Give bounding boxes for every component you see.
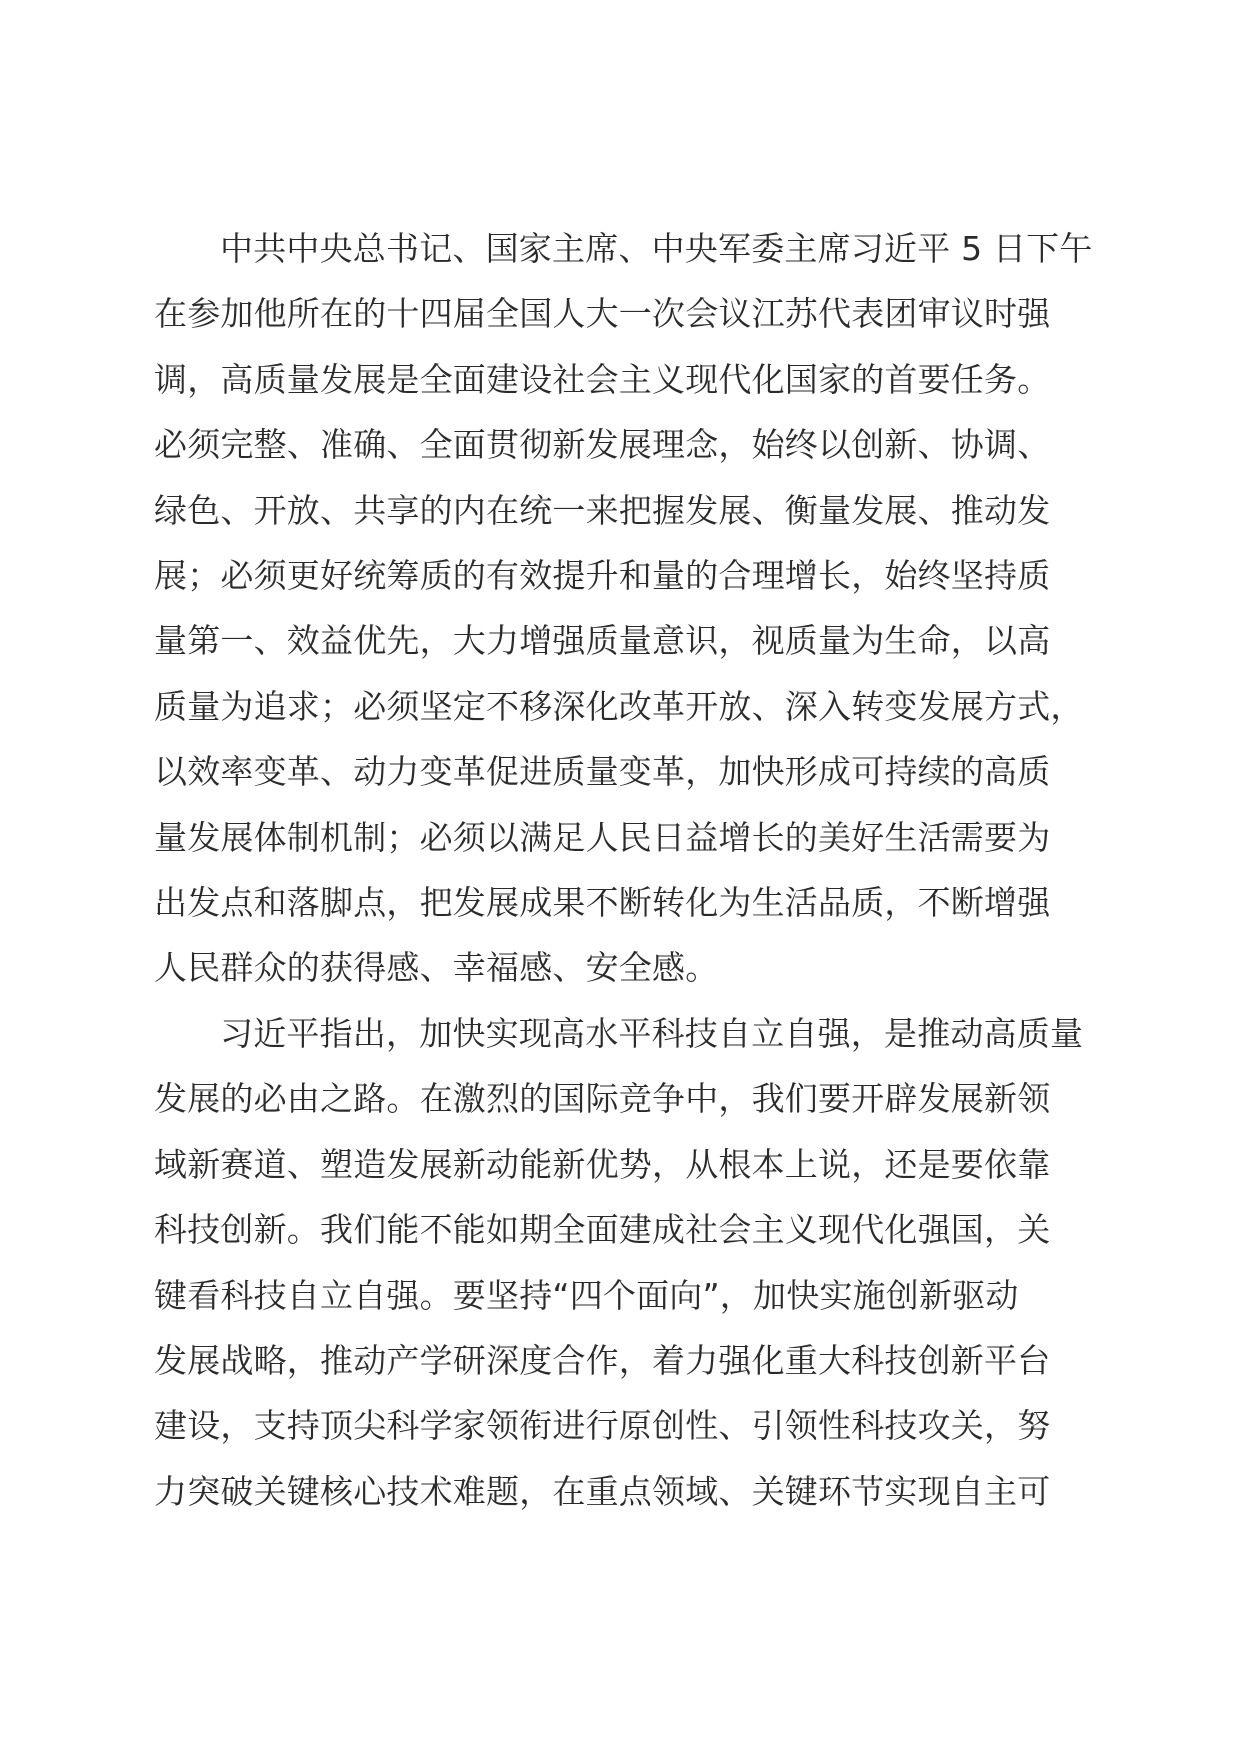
paragraph-line: 量第一、效益优先，大力增强质量意识，视质量为生命，以高 [154,621,1051,661]
paragraph-line: 习近平指出，加快实现高水平科技自立自强，是推动高质量 [220,1013,1084,1053]
paragraph-line: 人民群众的获得感、幸福感、安全感。 [154,948,719,988]
paragraph-line: 必须完整、准确、全面贯彻新发展理念，始终以创新、协调、 [154,425,1051,465]
paragraph-line: 建设，支持顶尖科学家领衔进行原创性、引领性科技攻关，努 [154,1406,1051,1446]
paragraph-line: 展；必须更好统筹质的有效提升和量的合理增长，始终坚持质 [154,556,1051,596]
paragraph-2 [154,1001,1084,1524]
paragraph-line: 发展的必由之路。在激烈的国际竞争中，我们要开辟发展新领 [154,1079,1051,1119]
document-body [154,216,1093,1524]
paragraph-line: 出发点和落脚点，把发展成果不断转化为生活品质，不断增强 [154,883,1051,923]
paragraph-line: 以效率变革、动力变革促进质量变革，加快形成可持续的高质 [154,752,1051,792]
paragraph-line: 调，高质量发展是全面建设社会主义现代化国家的首要任务。 [154,359,1051,399]
paragraph-line: 键看科技自立自强。要坚持“四个面向”，加快实施创新驱动 [154,1275,1019,1315]
paragraph-line: 在参加他所在的十四届全国人大一次会议江苏代表团审议时强 [154,294,1051,334]
paragraph-line: 发展战略，推动产学研深度合作，着力强化重大科技创新平台 [154,1340,1051,1380]
paragraph-line: 力突破关键核心技术难题，在重点领域、关键环节实现自主可 [154,1471,1051,1511]
paragraph-line: 绿色、开放、共享的内在统一来把握发展、衡量发展、推动发 [154,490,1051,530]
paragraph-line: 量发展体制机制；必须以满足人民日益增长的美好生活需要为 [154,817,1051,857]
paragraph-line: 质量为追求；必须坚定不移深化改革开放、深入转变发展方式， [154,686,1084,726]
paragraph-1 [154,216,1093,1001]
paragraph-line: 中共中央总书记、国家主席、中央军委主席习近平 5 日下午 [220,229,1093,268]
paragraph-line: 科技创新。我们能不能如期全面建成社会主义现代化强国，关 [154,1210,1051,1250]
paragraph-line: 域新赛道、塑造发展新动能新优势，从根本上说，还是要依靠 [154,1144,1051,1184]
